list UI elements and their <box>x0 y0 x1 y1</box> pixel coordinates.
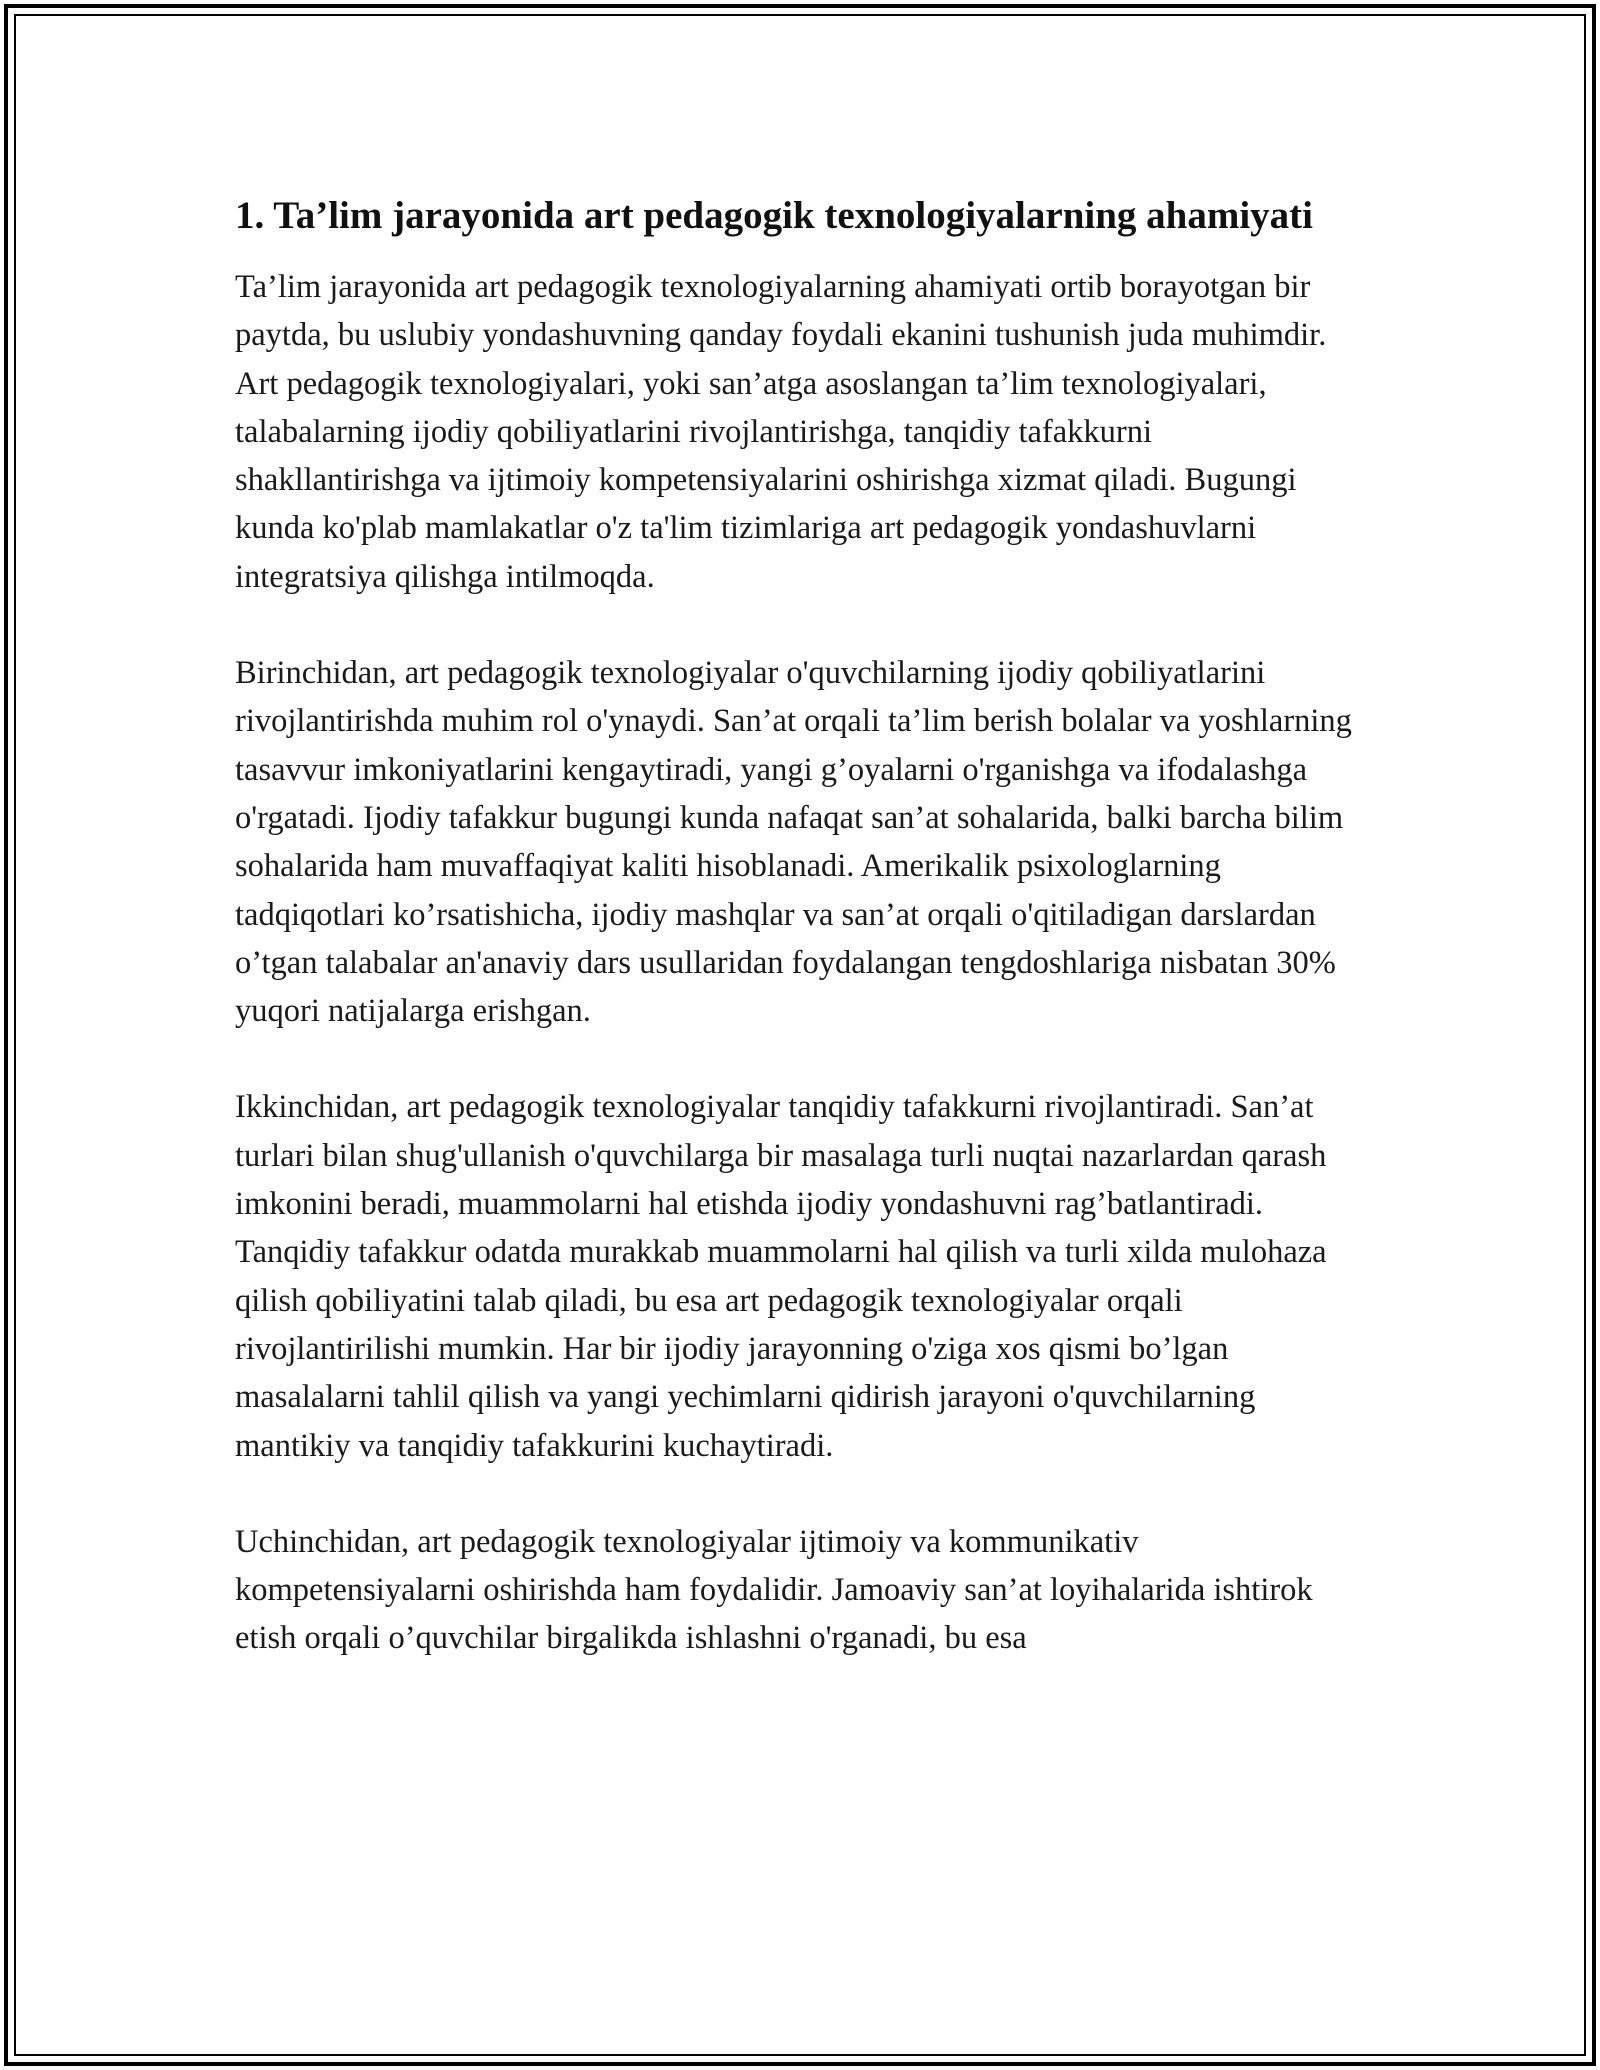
document-body <box>235 188 1365 1711</box>
paragraph-first-point: Birinchidan, art pedagogik texnologiyalar o'quvchilarning ijodiy qobiliyatlarini rivojlantirishda muhim rol o'ynaydi. San’at orqali ta’lim berish bolalar va yoshlarning tasavvur imkoniyatlarini kengaytiradi, yangi g’oyalarni o'rganishga va ifodalashga o'rgatadi. Ijodiy tafakkur bugungi kunda nafaqat san’at sohalarida, balki barcha bilim sohalarida ham muvaffaqiyat kaliti hisoblanadi. Amerikalik psixologlarning tadqiqotlari ko’rsatishicha, ijodiy mashqlar va san’at orqali o'qitiladigan darslardan o’tgan talabalar an'anaviy dars usullaridan foydalangan tengdoshlariga nisbatan 30% yuqori natijalarga erishgan. <box>235 655 1352 1030</box>
paragraph-intro: Ta’lim jarayonida art pedagogik texnologiyalarning ahamiyati ortib borayotgan bir paytda, bu uslubiy yondashuvning qanday foydali ekanini tushunish juda muhimdir. Art pedagogik texnologiyalari, yoki san’atga asoslangan ta’lim texnologiyalari, talabalarning ijodiy qobiliyatlarini rivojlantirishga, tanqidiy tafakkurni shakllantirishga va ijtimoiy kompetensiyalarini oshirishga xizmat qiladi. Bugungi kunda ko'plab mamlakatlar o'z ta'lim tizimlariga art pedagogik yondashuvlarni integratsiya qilishga intilmoqda. <box>235 269 1327 595</box>
section-heading: 1. Ta’lim jarayonida art pedagogik texnologiyalarning ahamiyati <box>235 194 1314 237</box>
paragraph-third-point: Uchinchidan, art pedagogik texnologiyalar ijtimoiy va kommunikativ kompetensiyalarni oshirishda ham foydalidir. Jamoaviy san’at loyihalarida ishtirok etish orqali o’quvchilar birgalikda ishlashni o'rganadi, bu esa <box>235 1523 1313 1657</box>
paragraph-second-point: Ikkinchidan, art pedagogik texnologiyalar tanqidiy tafakkurni rivojlantiradi. San’at turlari bilan shug'ullanish o'quvchilarga bir masalaga turli nuqtai nazarlardan qarash imkonini beradi, muammolarni hal etishda ijodiy yondashuvni rag’batlantiradi. Tanqidiy tafakkur odatda murakkab muammolarni hal qilish va turli xilda mulohaza qilish qobiliyatini talab qiladi, bu esa art pedagogik texnologiyalar orqali rivojlantirilishi mumkin. Har bir ijodiy jarayonning o'ziga xos qismi bo’lgan masalalarni tahlil qilish va yangi yechimlarni qidirish jarayoni o'quvchilarning mantikiy va tanqidiy tafakkurini kuchaytiradi. <box>235 1089 1327 1464</box>
